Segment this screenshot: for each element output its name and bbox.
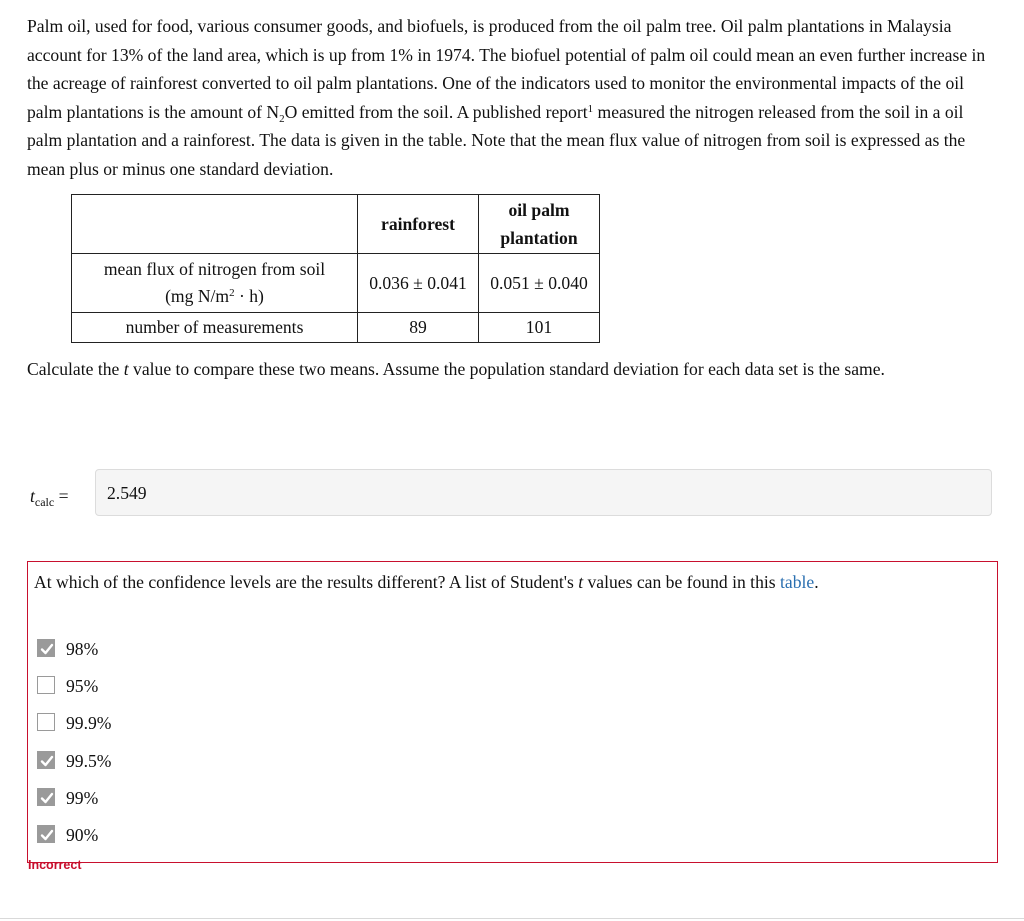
bottom-divider [0,918,1024,919]
t-calc-input[interactable]: 2.549 [95,469,992,516]
checkmark-icon [40,642,54,656]
option-label: 95% [66,676,99,696]
checkbox[interactable] [37,788,55,806]
row-label-measurements: number of measurements [72,313,358,343]
t-calc-answer-row [27,469,993,517]
cell-flux-oil-palm: 0.051 ± 0.040 [479,254,600,313]
confidence-question-box [27,561,998,863]
checkbox[interactable] [37,825,55,843]
row-label-mean-flux: mean flux of nitrogen from soil (mg $N/m^2 \cdot h$) [72,254,358,313]
checkbox[interactable] [37,639,55,657]
option-label: 98% [66,639,99,659]
intro-paragraph: Palm oil, used for food, various consumer goods, and biofuels, is produced from the oil palm tree. Oil palm plantations in Malaysia account for 13% of the land area, which is up from 1% in 1974. The biofuel potential of palm oil could mean an even further increase in the acreage of rainforest converted to oil palm plantations. One of the indicators used to monitor the environmental impacts of the oil palm plantations is the amount of $N_2O$ emitted from the soil. A published report$^1$ measured the nitrogen released from the soil in a oil palm plantation and a rainforest. The data is given in the table. Note that the mean flux value of nitrogen from soil is expressed as the mean plus or minus one standard deviation. [27,16,986,179]
option-label: 99.9% [66,713,112,733]
checkbox[interactable] [37,676,55,694]
option-label: 90% [66,825,99,845]
checkmark-icon [40,828,54,842]
cell-flux-rainforest: 0.036 ± 0.041 [358,254,479,313]
checkmark-icon [40,754,54,768]
cell-count-rainforest: 89 [358,313,479,343]
question-text: Calculate the t value to compare these two means. Assume the population standard deviation for each data set is the same. [27,359,885,379]
header-oil-palm: oil palm plantation [479,195,600,254]
checkmark-icon [40,791,54,805]
option-label: 99.5% [66,751,112,771]
confidence-prompt: At which of the confidence levels are the results different? A list of Student's t values can be found in this table. [34,572,819,592]
t-calc-label: $t_{calc}$ = [30,486,69,509]
header-rainforest: rainforest [358,195,479,254]
question-page [27,12,1002,845]
data-table [71,194,600,343]
option-label: 99% [66,788,99,808]
feedback-incorrect: Incorrect [28,858,82,872]
table-corner-cell [72,195,358,254]
checkbox[interactable] [37,713,55,731]
t-table-link[interactable]: table [780,572,815,592]
checkbox[interactable] [37,751,55,769]
cell-count-oil-palm: 101 [479,313,600,343]
